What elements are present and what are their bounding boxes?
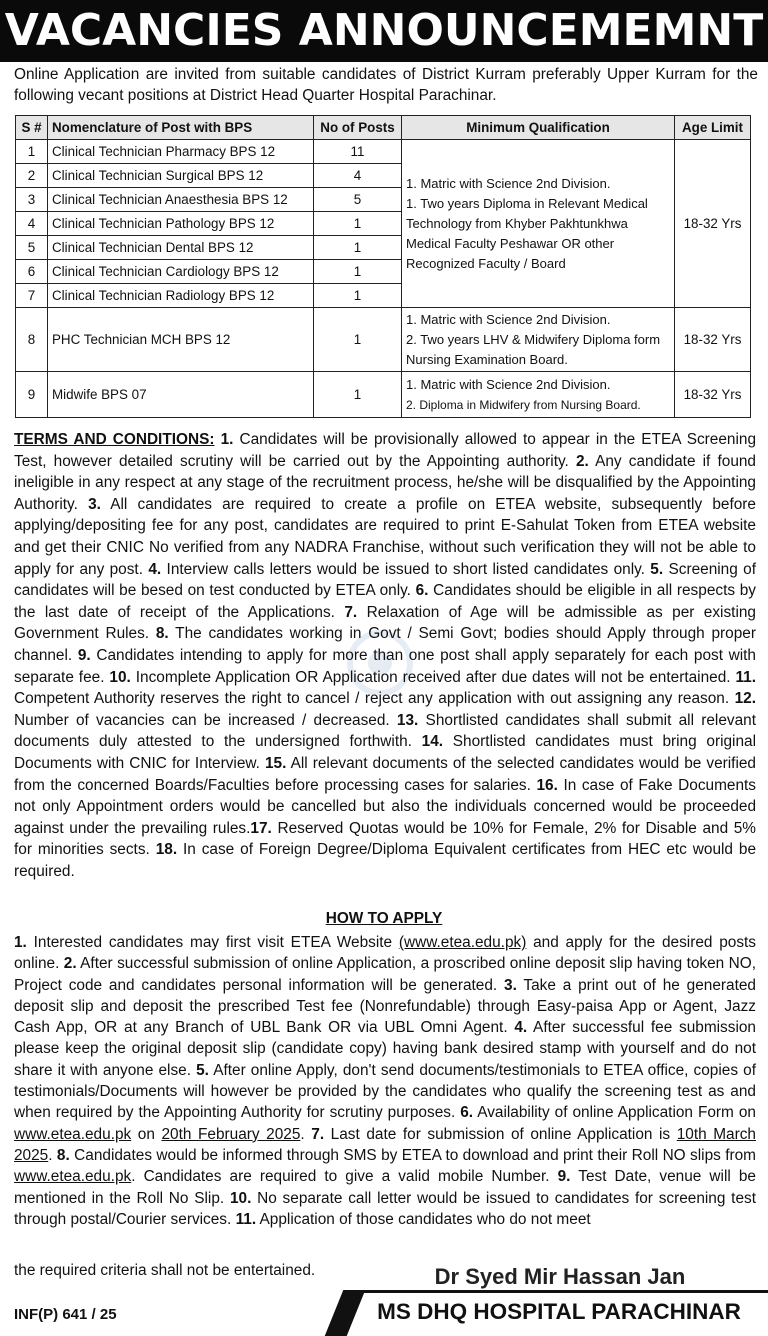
header-age: Age Limit (675, 116, 751, 140)
row-count: 1 (314, 372, 402, 418)
step-text: After online Apply, don't send documents/testimonials to ETEA office, copies of testimonials/Documents will however be provided by the candidates who qualify the screening test as and when required by the Appointing Authority for scrutiny purposes. (14, 1061, 756, 1122)
age-limit-cell: 18-32 Yrs (675, 372, 751, 418)
reference-number: INF(P) 641 / 25 (14, 1306, 117, 1323)
step-text: on (131, 1125, 162, 1143)
term-text: All candidates are required to create a profile on ETEA website, subsequently before applying/depositing fee for any post, candidates are required to print E-Sahulat Token from ETEA website and get their CNIC No verified from any NADRA Franchise, without such verification they will not be able to apply for any post. (14, 495, 756, 578)
how-to-apply-text (14, 932, 756, 1230)
qualification-cell (402, 372, 675, 418)
step-number: 6. (460, 1104, 474, 1122)
term-number: 9. (77, 646, 91, 664)
step-text: No separate call letter would be issued to candidates for screening test through postal/Courier services. (14, 1189, 756, 1228)
etea-website-link[interactable]: www.etea.edu.pk (14, 1168, 132, 1186)
row-count: 1 (314, 212, 402, 236)
row-sno: 4 (16, 212, 48, 236)
step-number: 9. (557, 1168, 571, 1186)
row-count: 1 (314, 284, 402, 308)
step-text: Interested candidates may first visit ETEA Website (26, 934, 399, 951)
term-number: 8. (155, 625, 169, 643)
term-text: Candidates intending to apply for more than one post shall apply separately for each post with separate fee. (14, 646, 756, 686)
step-number: 7. (311, 1125, 325, 1143)
term-text: Competent Authority reserves the right to cancel / reject any application with out assigning any reason. (14, 690, 735, 708)
table-header-row (16, 116, 751, 140)
header-qualification: Minimum Qualification (402, 116, 675, 140)
term-number: 7. (344, 603, 358, 621)
row-post: Clinical Technician Surgical BPS 12 (48, 164, 314, 188)
row-sno: 3 (16, 188, 48, 212)
row-count: 5 (314, 188, 402, 212)
step-number: 3. (504, 976, 517, 994)
vacancies-table (15, 115, 751, 418)
row-sno: 7 (16, 284, 48, 308)
qualification-line: 1. Matric with Science 2nd Division. (406, 175, 611, 191)
step-text: Candidates would be informed through SMS by ETEA to download and print their Roll NO slips from (69, 1146, 756, 1164)
row-count: 1 (314, 260, 402, 284)
how-to-apply-last-line: the required criteria shall not be entertained. (14, 1262, 316, 1279)
step-text: Test Date, venue will be mentioned in the Roll No Slip. (14, 1168, 756, 1207)
terms-and-conditions (14, 429, 756, 882)
term-number: 14. (421, 733, 444, 751)
term-number: 6. (415, 582, 429, 600)
step-number: 10. (229, 1189, 252, 1207)
term-number: 4. (148, 560, 162, 578)
term-text: Incomplete Application OR Application received after due dates will not be entertained. (130, 668, 736, 686)
qualification-line: 1. Two years Diploma in Relevant Medical Technology from Khyber Pakhtunkhwa Medical Faculty Peshawar OR other Recognized Faculty / Board (406, 195, 648, 271)
row-sno: 9 (16, 372, 48, 418)
step-text: After successful submission of online Application, a proscribed online deposit slip having token NO, Project code and candidates personal information will be generated. (14, 955, 756, 994)
step-text: Availability of online Application Form on (473, 1104, 756, 1122)
header-count: No of Posts (314, 116, 402, 140)
step-number: 1. (14, 934, 27, 951)
term-text: Relaxation of Age will be admissible as per existing Government Rules. (14, 603, 756, 643)
table-row (16, 372, 751, 418)
term-text: In case of Foreign Degree/Diploma Equivalent certificates from HEC etc would be required. (14, 841, 756, 880)
qualification-cell (402, 308, 675, 372)
step-text: Take a print out of he generated deposit slip and deposit the prescribed Test fee (Nonrefundable) through Easy-paisa App or Agent, Jazz Cash App, OR at any Branch of UBL Bank OR via UBL Omni Agent. (14, 976, 756, 1037)
step-text: After successful fee submission please keep the original deposit slip (candidate copy) having bank desired stamp with yourself and do not share it with anyone else. (14, 1019, 756, 1079)
row-post: Clinical Technician Dental BPS 12 (48, 236, 314, 260)
term-number: 1. (220, 431, 234, 448)
step-text: Application of those candidates who do not meet (256, 1210, 591, 1228)
term-number: 3. (88, 495, 101, 513)
term-number: 16. (536, 776, 558, 794)
term-text: Screening of candidates will be besed on test conducted by ETEA only. (14, 560, 756, 600)
step-text: . (48, 1146, 57, 1164)
intro-paragraph: Online Application are invited from suitable candidates of District Kurram preferably Upper Kurram for the following vecant positions at District Head Quarter Hospital Parachinar. (14, 66, 758, 104)
step-text: . (300, 1125, 312, 1143)
row-post: Clinical Technician Anaesthesia BPS 12 (48, 188, 314, 212)
term-text: Reserved Quotas would be 10% for Female, 2% for Disable and 5% for minorities sects. (14, 819, 756, 859)
qualification-cell (402, 140, 675, 308)
row-count: 1 (314, 236, 402, 260)
term-number: 5. (650, 560, 664, 578)
signatory-box (352, 1290, 768, 1336)
term-number: 11. (735, 668, 756, 686)
etea-website-link[interactable]: www.etea.edu.pk (14, 1125, 132, 1143)
row-sno: 1 (16, 140, 48, 164)
term-number: 18. (155, 841, 178, 859)
row-count: 4 (314, 164, 402, 188)
row-count: 1 (314, 308, 402, 372)
term-text: Interview calls letters would be issued to short listed candidates only. (161, 560, 651, 578)
qualification-line: 2. Diploma in Midwifery from Nursing Board. (406, 397, 641, 412)
header-sno: S # (16, 116, 48, 140)
signatory-title: MS DHQ HOSPITAL PARACHINAR (377, 1299, 741, 1324)
term-number: 17. (250, 819, 272, 837)
row-post: Midwife BPS 07 (48, 372, 314, 418)
step-text: and apply for the desired posts online. (14, 934, 757, 973)
step-number: 5. (196, 1061, 209, 1079)
term-text: Number of vacancies can be increased / decreased. (14, 711, 397, 729)
term-number: 10. (109, 668, 131, 686)
last-date: 10th March 2025 (14, 1125, 756, 1164)
terms-heading: TERMS AND CONDITIONS: (14, 431, 215, 448)
row-post: Clinical Technician Pharmacy BPS 12 (48, 140, 314, 164)
term-number: 12. (734, 690, 756, 708)
term-text: Shortlisted candidates must bring original Documents with CNIC for Interview. (14, 733, 756, 772)
table-row (16, 140, 751, 164)
term-number: 15. (264, 754, 287, 772)
step-number: 8. (56, 1146, 70, 1164)
term-text: The candidates working in Govt / Semi Govt; bodies should Apply through proper channel. (14, 625, 756, 664)
row-post: PHC Technician MCH BPS 12 (48, 308, 314, 372)
signatory-name: Dr Syed Mir Hassan Jan (434, 1264, 686, 1289)
row-post: Clinical Technician Radiology BPS 12 (48, 284, 314, 308)
row-sno: 8 (16, 308, 48, 372)
row-post: Clinical Technician Cardiology BPS 12 (48, 260, 314, 284)
row-sno: 2 (16, 164, 48, 188)
step-number: 2. (63, 955, 77, 973)
row-post: Clinical Technician Pathology BPS 12 (48, 212, 314, 236)
availability-date: 20th February 2025 (161, 1125, 301, 1143)
age-limit-cell: 18-32 Yrs (675, 140, 751, 308)
etea-website-link[interactable]: (www.etea.edu.pk) (398, 934, 527, 951)
step-text: Last date for submission of online Application is (324, 1125, 677, 1143)
table-row (16, 308, 751, 372)
row-count: 11 (314, 140, 402, 164)
how-to-apply-heading: HOW TO APPLY (325, 910, 443, 927)
term-text: Candidates should be eligible in all respects by the last date of receipt of the Applications. (14, 582, 756, 621)
term-text: In case of Fake Documents not only Appointment orders would be cancelled but also the individuals concerned would be proceeded against under the prevailing rules. (14, 776, 756, 837)
step-number: 11. (235, 1210, 257, 1228)
row-sno: 5 (16, 236, 48, 260)
age-limit-cell: 18-32 Yrs (675, 308, 751, 372)
qualification-line: 1. Matric with Science 2nd Division. (406, 311, 611, 327)
term-number: 13. (396, 711, 419, 729)
step-number: 4. (514, 1019, 528, 1037)
qualification-line: 1. Matric with Science 2nd Division. (406, 376, 611, 392)
qualification-line: 2. Two years LHV & Midwifery Diploma form Nursing Examination Board. (406, 331, 661, 367)
term-text: Any candidate if found ineligible in any respect at any stage of the recruitment process, he/she will be disqualified by the Appointing Authority. (14, 452, 756, 513)
page-title: VACANCIES ANNOUNCEMEMNT (0, 0, 768, 62)
term-number: 2. (575, 452, 589, 470)
term-text: Shortlisted candidates shall submit all relevant documents duly attested to the undersigned forthwith. (14, 711, 756, 751)
term-text: All relevant documents of the selected candidates would be verified from the concerned Boards/Faculties before processing cases for salaries. (14, 754, 756, 794)
header-post: Nomenclature of Post with BPS (48, 116, 314, 140)
step-text: . Candidates are required to give a valid mobile Number. (131, 1168, 558, 1186)
term-text: Candidates will be provisionally allowed to appear in the ETEA Screening Test, however detailed scrutiny will be carried out by the Appointing authority. (14, 431, 757, 470)
row-sno: 6 (16, 260, 48, 284)
